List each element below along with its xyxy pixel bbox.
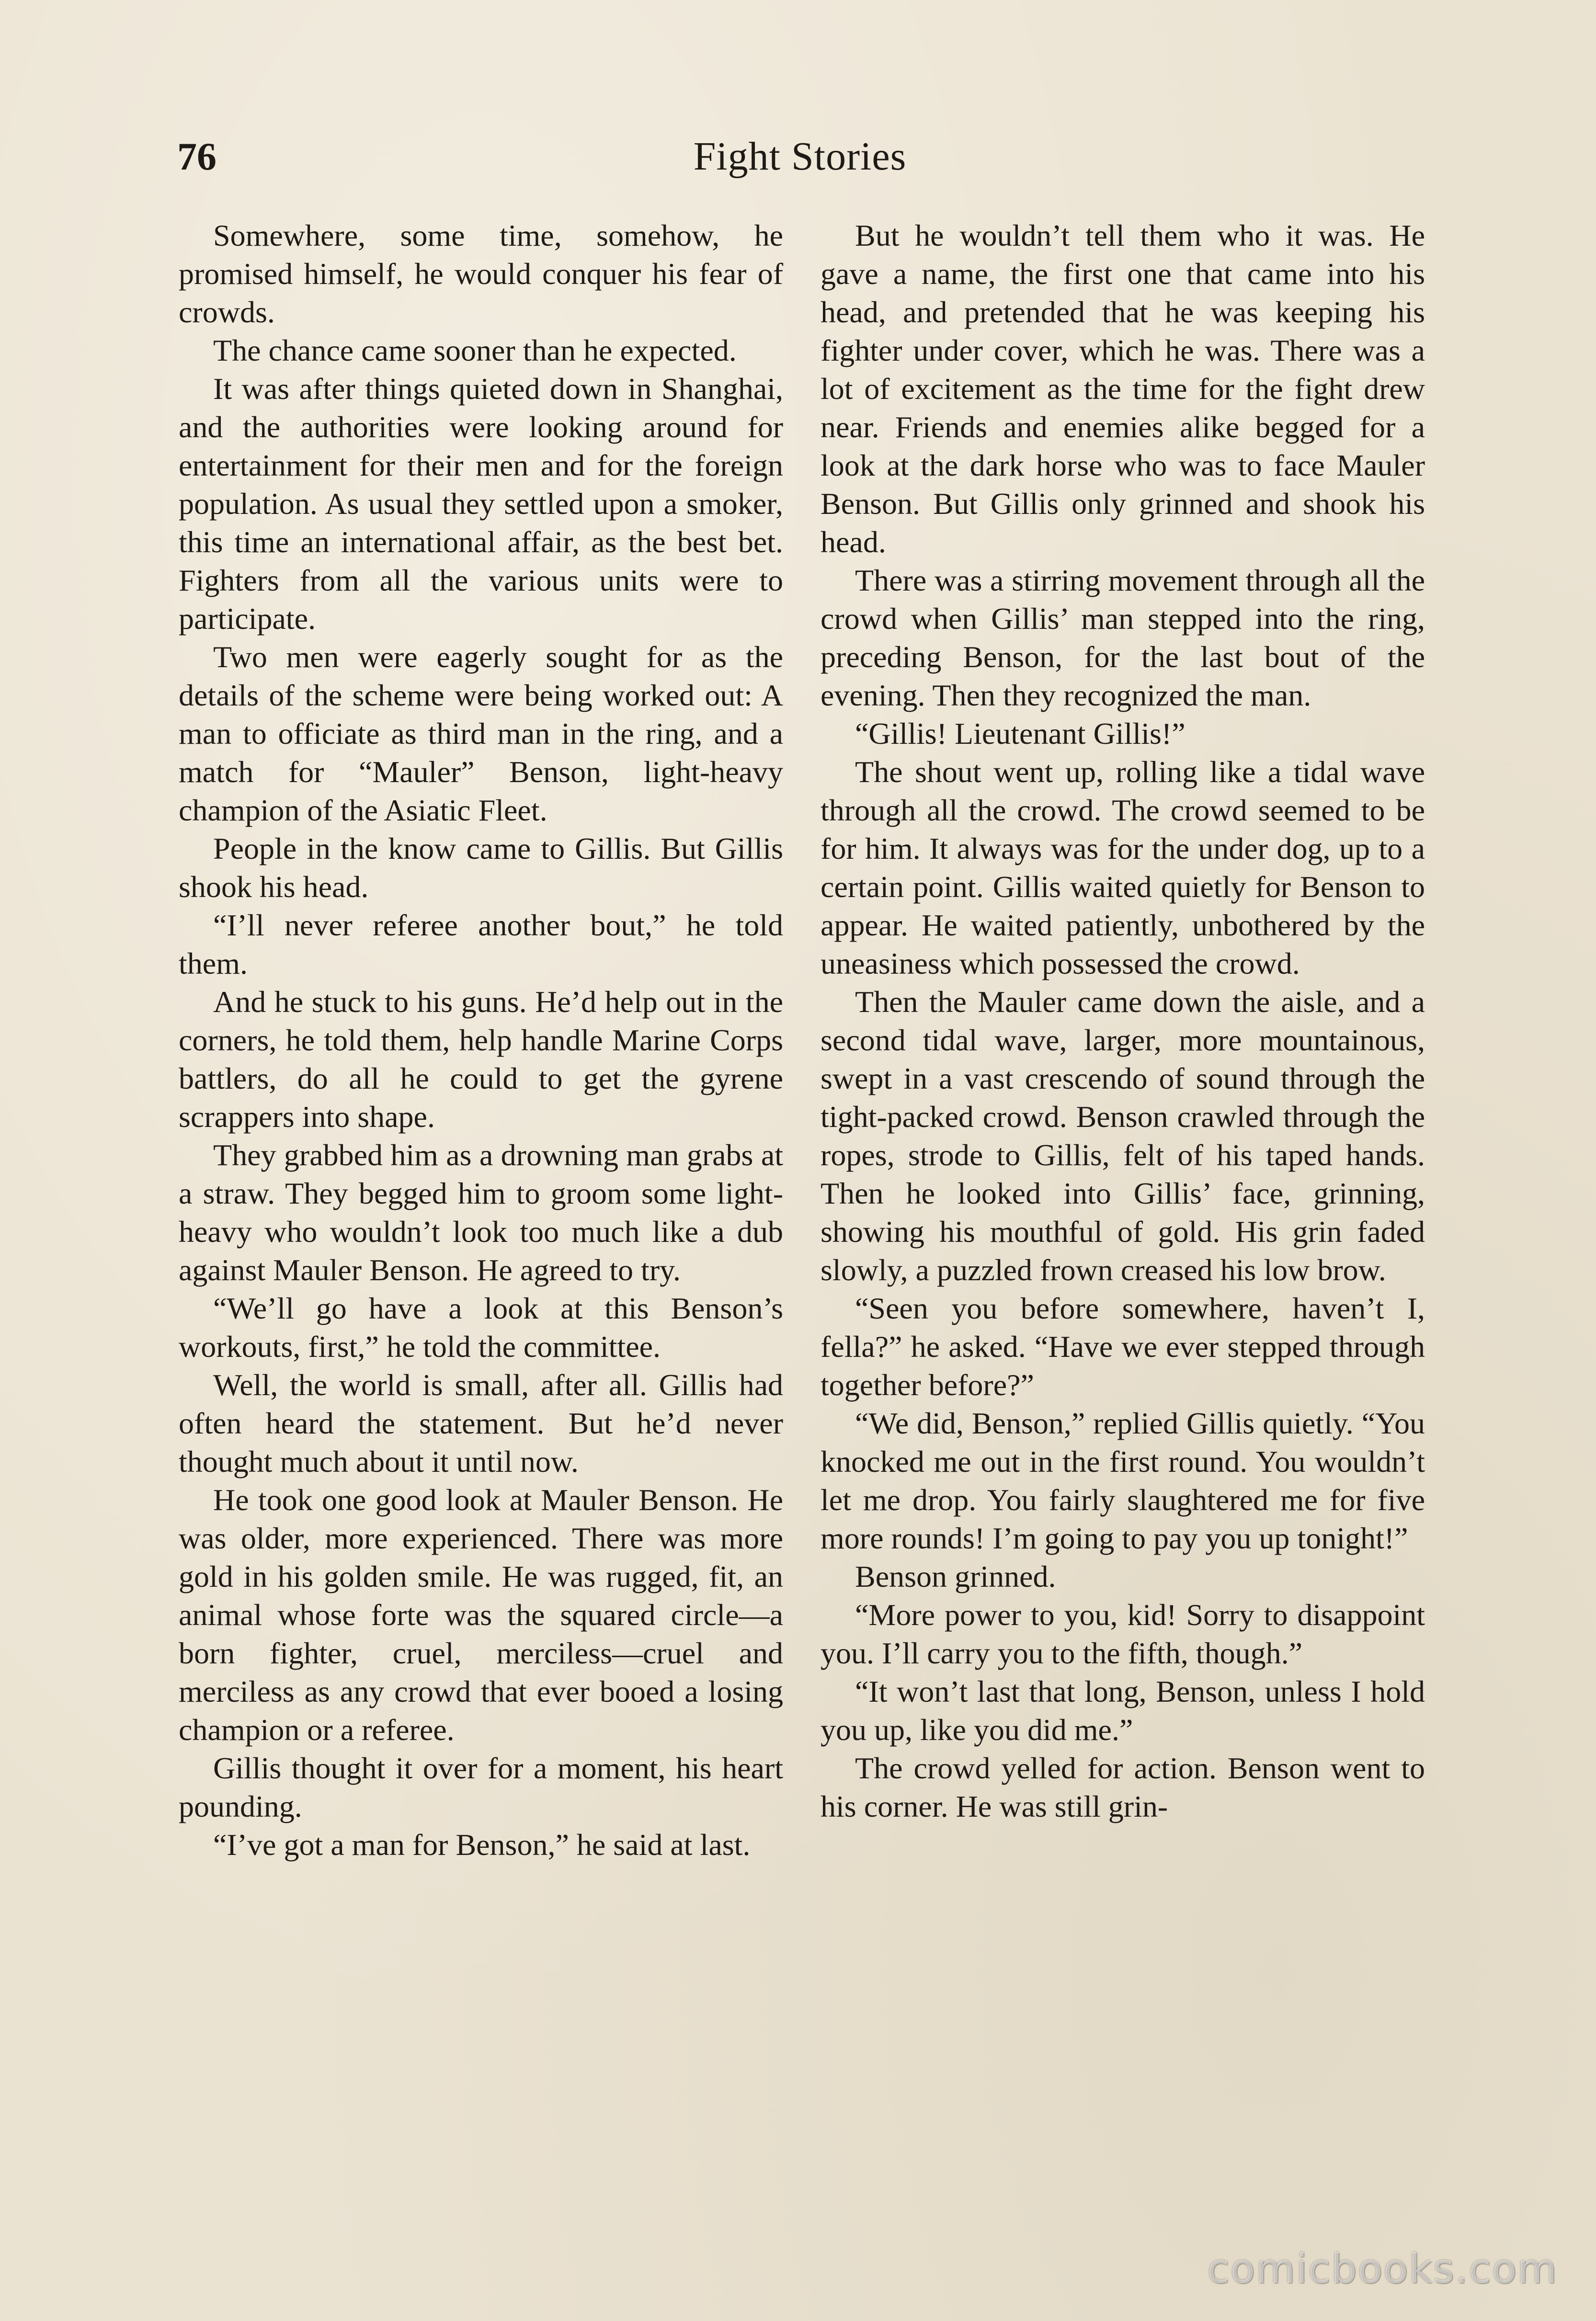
paragraph: The shout went up, rolling like a tidal wave through all the crowd. The crowd seemed to be for him. It always was for the under dog, up to a certain point. Gillis waited quietly for Benson to appear. He waited patiently, unbothered by the uneasiness which possessed the crowd.	[821, 755, 1425, 980]
paragraph: “More power to you, kid! Sorry to disappoint you. I’ll carry you to the fifth, though.”	[821, 1598, 1425, 1670]
paragraph: “I’ll never referee another bout,” he told them.	[179, 908, 783, 980]
paragraph: He took one good look at Mauler Benson. He was older, more experienced. There was more gold in his golden smile. He was rugged, fit, an animal whose forte was the squared circle—a born fighter, cruel, merciless—cruel and merciless as any crowd that ever booed a losing champion or a referee.	[179, 1483, 783, 1747]
watermark: comicbooks.com	[1207, 2245, 1558, 2292]
paragraph: Well, the world is small, after all. Gillis had often heard the statement. But he’d never thought much about it until now.	[179, 1368, 783, 1479]
right-column	[821, 216, 1425, 1826]
paragraph: “We did, Benson,” replied Gillis quietly. “You knocked me out in the first round. You wouldn’t let me drop. You fairly slaughtered me for five more rounds! I’m going to pay you up tonight!”	[821, 1406, 1425, 1555]
page-number: 76	[177, 135, 217, 178]
left-column	[179, 216, 783, 1864]
paragraph: Somewhere, some time, somehow, he promised himself, he would conquer his fear of crowds.	[179, 218, 783, 329]
paragraph: There was a stirring movement through all the crowd when Gillis’ man stepped into the ring, preceding Benson, for the last bout of the evening. Then they recognized the man.	[821, 563, 1425, 712]
paragraph: Two men were eagerly sought for as the details of the scheme were being worked out: A man to officiate as third man in the ring, and a match for “Mauler” Benson, light-heavy champion of the Asiatic Fleet.	[179, 640, 783, 827]
paragraph: The crowd yelled for action. Benson went to his corner. He was still grin-	[821, 1751, 1425, 1823]
paragraph: “Seen you before somewhere, haven’t I, fella?” he asked. “Have we ever stepped through together before?”	[821, 1291, 1425, 1402]
paragraph: Benson grinned.	[855, 1559, 1056, 1593]
paragraph: They grabbed him as a drowning man grabs at a straw. They begged him to groom some light-heavy who wouldn’t look too much like a dub against Mauler Benson. He agreed to try.	[179, 1138, 783, 1287]
paragraph: “I’ve got a man for Benson,” he said at last.	[213, 1828, 751, 1862]
paragraph: And he stuck to his guns. He’d help out in the corners, he told them, help handle Marine Corps battlers, do all he could to get the gyrene scrappers into shape.	[179, 985, 783, 1134]
paragraph: “Gillis! Lieutenant Gillis!”	[855, 717, 1186, 751]
paragraph: It was after things quieted down in Shanghai, and the authorities were looking around for entertainment for their men and for the foreign population. As usual they settled upon a smoker, this time an international affair, as the best bet. Fighters from all the various units were to participate.	[179, 372, 783, 636]
paragraph: Gillis thought it over for a moment, his heart pounding.	[179, 1751, 783, 1823]
paragraph: “We’ll go have a look at this Benson’s workouts, first,” he told the committee.	[179, 1291, 783, 1364]
page-header	[177, 125, 1423, 188]
paragraph: Then the Mauler came down the aisle, and a second tidal wave, larger, more mountainous, swept in a vast crescendo of sound through the tight-packed crowd. Benson crawled through the ropes, strode to Gillis, felt of his taped hands. Then he looked into Gillis’ face, grinning, showing his mouthful of gold. His grin faded slowly, a puzzled frown creased his low brow.	[821, 985, 1425, 1287]
paragraph: People in the know came to Gillis. But Gillis shook his head.	[179, 831, 783, 904]
paragraph: “It won’t last that long, Benson, unless I hold you up, like you did me.”	[821, 1674, 1425, 1747]
paragraph: But he wouldn’t tell them who it was. He gave a name, the first one that came into his head, and pretended that he was keeping his fighter under cover, which he was. There was a lot of excitement as the time for the fight drew near. Friends and enemies alike begged for a look at the dark horse who was to face Mauler Benson. But Gillis only grinned and shook his head.	[821, 218, 1425, 559]
running-title: Fight Stories	[693, 134, 907, 179]
paragraph: The chance came sooner than he expected.	[213, 333, 737, 367]
